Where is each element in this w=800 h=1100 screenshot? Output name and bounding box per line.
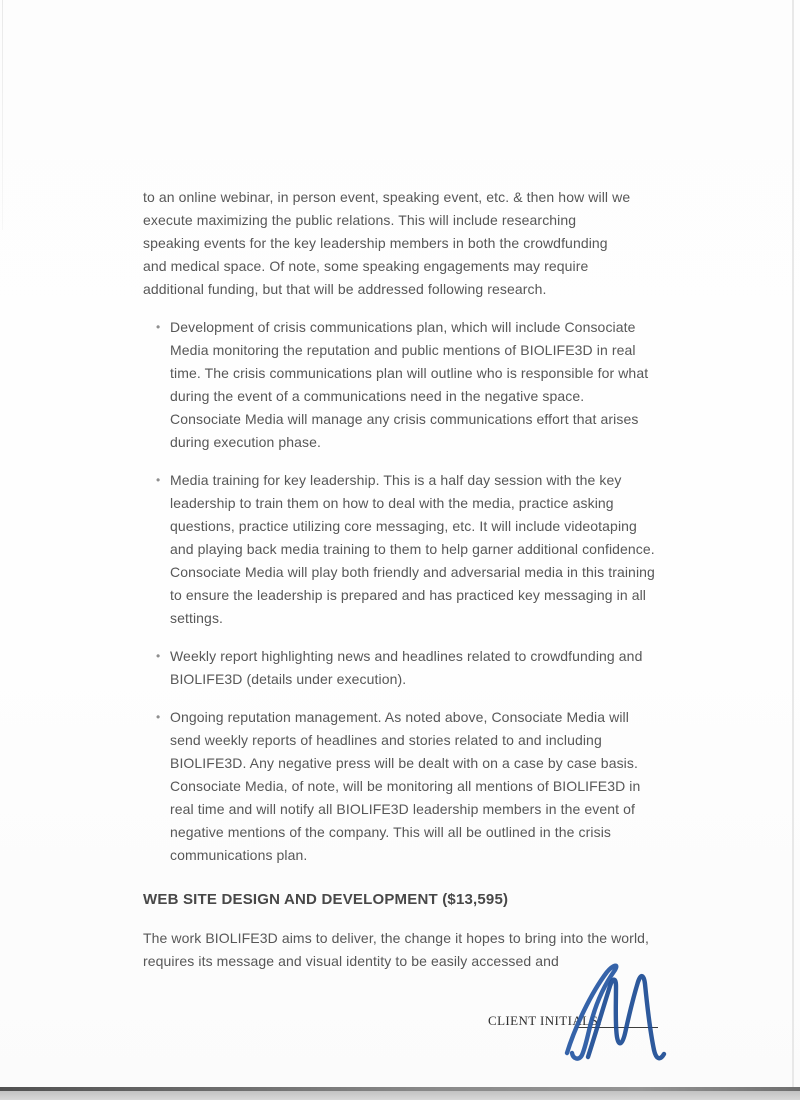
client-initials-label: CLIENT INITIALS: xyxy=(488,1013,603,1028)
bullet-item-weekly-report xyxy=(156,645,659,691)
intro-paragraph: to an online webinar, in person event, speaking event, etc. & then how will we execute maximizing the public relations. This will include researching speaking events for the key leadership members in both the crowdfunding and medical space. Of note, some speaking engagements may require additional funding, but that will be addressed following research. xyxy=(143,189,631,297)
bullet-text: Media training for key leadership. This is a half day session with the key leadership to train them on how to deal with the media, practice asking questions, practice utilizing core messaging, etc. It will include videotaping and playing back media training to them to help garner additional confidence. Consociate Media will play both friendly and adversarial media in this training to ensure the leadership is prepared and has practiced key messaging in all settings. xyxy=(170,472,655,626)
section-heading-website-design: WEB SITE DESIGN AND DEVELOPMENT ($13,595) xyxy=(143,891,509,908)
client-initials-signature-icon xyxy=(552,957,672,1067)
document-body xyxy=(143,186,660,973)
bullet-icon: • xyxy=(156,710,161,724)
bullet-item-media-training xyxy=(156,469,659,630)
page-bottom-edge-shadow xyxy=(0,1087,800,1091)
closing-paragraph: The work BIOLIFE3D aims to deliver, the change it hopes to bring into the world, requires its message and visual identity to be easily accessed and xyxy=(143,930,650,969)
bullet-icon: • xyxy=(156,320,161,334)
bullet-item-reputation-management xyxy=(156,706,659,867)
bullet-text: Development of crisis communications plan, which will include Consociate Media monitoring the reputation and public mentions of BIOLIFE3D in real time. The crisis communications plan will outline who is responsible for what during the event of a communications need in the negative space. Consociate Media will manage any crisis communications effort that arises during execution phase. xyxy=(170,319,649,450)
bullet-icon: • xyxy=(156,473,161,487)
bullet-list xyxy=(156,316,659,867)
page-right-edge xyxy=(792,0,794,1092)
scan-bottom-background xyxy=(0,1091,800,1100)
bullet-text: Weekly report highlighting news and headlines related to crowdfunding and BIOLIFE3D (details under execution). xyxy=(170,648,643,687)
bullet-text: Ongoing reputation management. As noted above, Consociate Media will send weekly reports of headlines and stories related to and including BIOLIFE3D. Any negative press will be dealt with on a case by case basis. Consociate Media, of note, will be monitoring all mentions of BIOLIFE3D in real time and will notify all BIOLIFE3D leadership members in the event of negative mentions of the company. This will all be outlined in the crisis communications plan. xyxy=(170,709,641,863)
page-left-edge xyxy=(2,0,3,230)
bullet-icon: • xyxy=(156,649,161,663)
bullet-item-crisis-plan xyxy=(156,316,659,454)
